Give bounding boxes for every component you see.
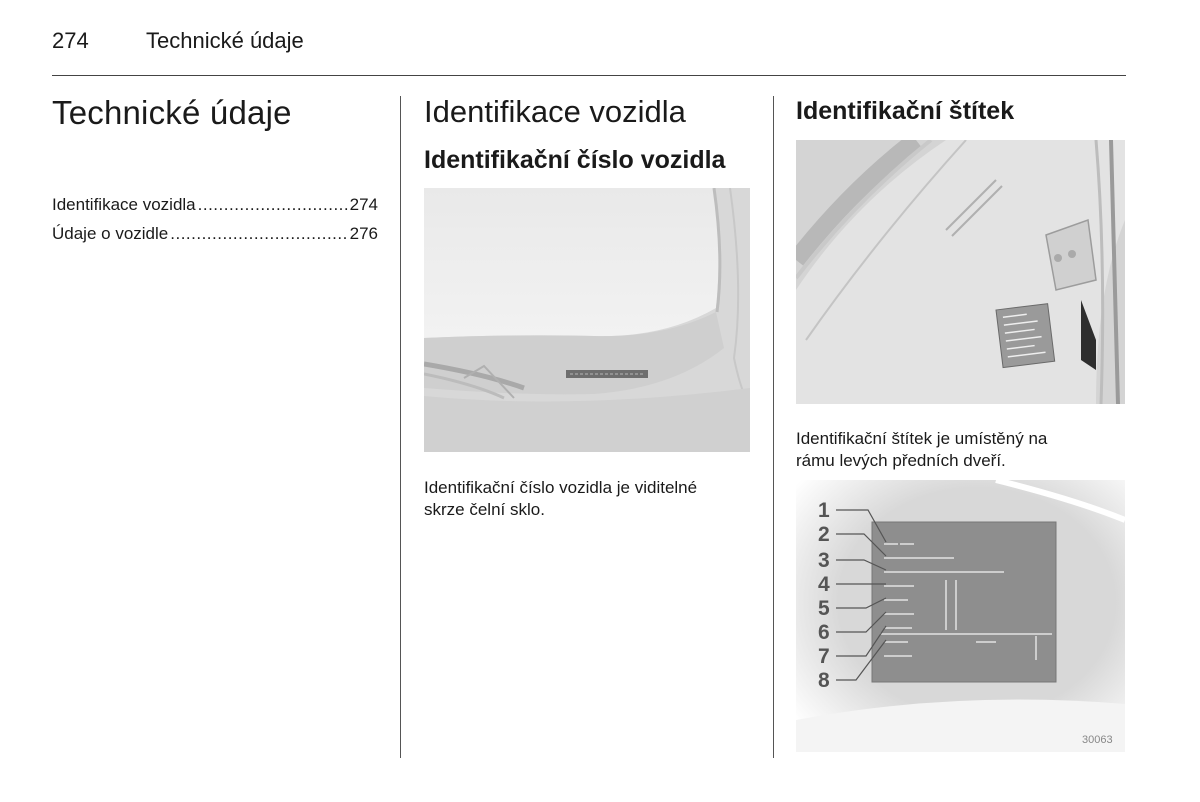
identification-label — [996, 304, 1055, 368]
caption-door-frame — [796, 428, 1047, 472]
label-number: 1 — [818, 499, 830, 522]
label-detail-figure — [796, 480, 1125, 752]
label-number: 8 — [818, 669, 830, 692]
toc-entry-label: Údaje o vozidle — [52, 224, 169, 243]
windshield-figure — [424, 188, 750, 452]
label-number: 7 — [818, 645, 830, 668]
label-number: 6 — [818, 621, 830, 644]
label-detail-illustration — [796, 480, 1125, 752]
toc-entry[interactable] — [52, 219, 378, 248]
toc-entry-label: Identifikace vozidla — [52, 195, 196, 214]
windshield-illustration — [424, 188, 750, 452]
caption-line: rámu levých předních dveří. — [796, 451, 1006, 470]
label-number: 4 — [818, 573, 830, 596]
table-of-contents — [52, 190, 378, 248]
section-title: Identifikační štítek — [796, 97, 1015, 125]
page-number: 274 — [52, 28, 89, 53]
chapter-title: Technické údaje — [52, 94, 292, 131]
header-rule — [52, 75, 1126, 76]
toc-leader — [198, 190, 348, 219]
column-divider-left — [400, 96, 401, 758]
label-number: 3 — [818, 549, 830, 572]
door-frame-illustration — [796, 140, 1125, 404]
toc-entry[interactable] — [52, 190, 378, 219]
label-number: 5 — [818, 597, 830, 620]
caption-line: Identifikační číslo vozidla je viditelné — [424, 478, 698, 497]
running-title: Technické údaje — [146, 28, 304, 53]
toc-leader — [170, 219, 347, 248]
toc-entry-page: 274 — [349, 195, 378, 214]
label-number: 2 — [818, 523, 830, 546]
caption-line: skrze čelní sklo. — [424, 500, 545, 519]
door-frame-figure — [796, 140, 1125, 404]
column-divider-right — [773, 96, 774, 758]
toc-entry-page: 276 — [349, 224, 378, 243]
caption-line: Identifikační štítek je umístěný na — [796, 429, 1048, 448]
label-plate — [872, 522, 1056, 682]
caption-windshield — [424, 477, 697, 521]
figure-code: 30063 — [1082, 734, 1113, 746]
section-title: Identifikace vozidla — [424, 94, 686, 129]
section-subtitle: Identifikační číslo vozidla — [424, 146, 726, 174]
